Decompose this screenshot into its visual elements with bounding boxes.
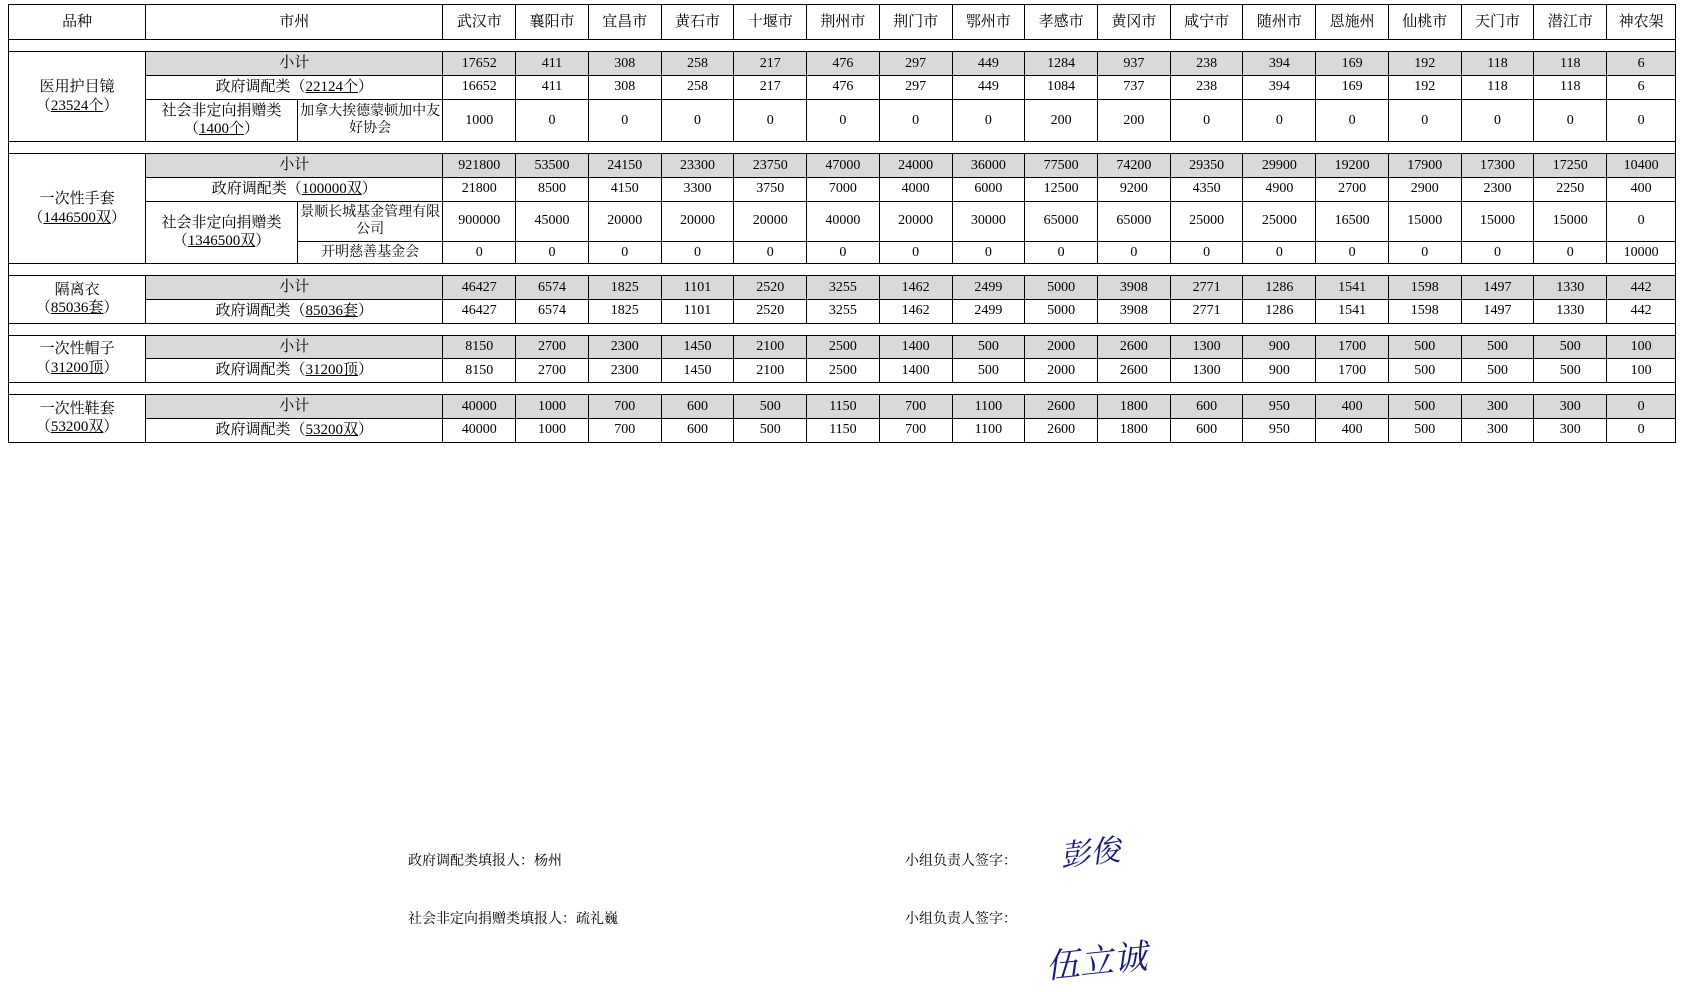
row-spacer bbox=[9, 383, 1676, 395]
data-cell: 1825 bbox=[588, 299, 661, 323]
data-cell: 1598 bbox=[1388, 276, 1461, 300]
social-reporter-label: 社会非定向捐赠类填报人：疏礼巍 bbox=[408, 912, 618, 927]
data-cell: 476 bbox=[807, 52, 880, 76]
data-cell: 0 bbox=[1316, 241, 1389, 264]
data-cell: 1825 bbox=[588, 276, 661, 300]
data-cell: 900 bbox=[1243, 359, 1316, 383]
data-cell: 411 bbox=[516, 52, 589, 76]
data-cell: 2300 bbox=[588, 359, 661, 383]
data-cell: 4000 bbox=[879, 177, 952, 201]
data-cell: 2300 bbox=[588, 335, 661, 359]
data-cell: 45000 bbox=[516, 201, 589, 241]
header-city: 孝感市 bbox=[1025, 5, 1098, 40]
supplies-distribution-table bbox=[8, 4, 1676, 443]
data-cell: 7000 bbox=[807, 177, 880, 201]
data-cell: 0 bbox=[1607, 201, 1676, 241]
data-cell: 937 bbox=[1098, 52, 1171, 76]
data-cell: 1000 bbox=[443, 99, 516, 142]
data-cell: 449 bbox=[952, 52, 1025, 76]
row-label-subtotal: 小计 bbox=[146, 335, 443, 359]
data-cell: 300 bbox=[1461, 418, 1534, 442]
data-cell: 36000 bbox=[952, 154, 1025, 178]
data-cell: 0 bbox=[1243, 99, 1316, 142]
data-cell: 6 bbox=[1607, 75, 1676, 99]
data-cell: 3750 bbox=[734, 177, 807, 201]
data-cell: 40000 bbox=[807, 201, 880, 241]
table-row bbox=[9, 154, 1676, 178]
data-cell: 0 bbox=[1316, 99, 1389, 142]
row-spacer bbox=[9, 323, 1676, 335]
data-cell: 308 bbox=[588, 52, 661, 76]
data-cell: 1000 bbox=[516, 418, 589, 442]
data-cell: 737 bbox=[1098, 75, 1171, 99]
row-label-subtotal: 小计 bbox=[146, 154, 443, 178]
header-city: 仙桃市 bbox=[1388, 5, 1461, 40]
category-name: 一次性鞋套 bbox=[39, 400, 115, 417]
data-cell: 1300 bbox=[1170, 335, 1243, 359]
data-cell: 297 bbox=[879, 75, 952, 99]
data-cell: 1150 bbox=[807, 395, 880, 419]
data-cell: 1541 bbox=[1316, 276, 1389, 300]
data-cell: 0 bbox=[807, 241, 880, 264]
data-cell: 47000 bbox=[807, 154, 880, 178]
data-cell: 17900 bbox=[1388, 154, 1461, 178]
data-cell: 100 bbox=[1607, 359, 1676, 383]
data-cell: 24000 bbox=[879, 154, 952, 178]
data-cell: 118 bbox=[1534, 52, 1607, 76]
data-cell: 238 bbox=[1170, 52, 1243, 76]
data-cell: 15000 bbox=[1388, 201, 1461, 241]
data-cell: 8150 bbox=[443, 359, 516, 383]
data-cell: 2100 bbox=[734, 335, 807, 359]
row-label-gov: 政府调配类（85036套） bbox=[146, 299, 443, 323]
header-region: 市州 bbox=[146, 5, 443, 40]
data-cell: 118 bbox=[1461, 75, 1534, 99]
data-cell: 500 bbox=[1388, 335, 1461, 359]
data-cell: 15000 bbox=[1461, 201, 1534, 241]
data-cell: 600 bbox=[1170, 395, 1243, 419]
data-cell: 65000 bbox=[1025, 201, 1098, 241]
data-cell: 2000 bbox=[1025, 335, 1098, 359]
data-cell: 500 bbox=[1388, 359, 1461, 383]
data-cell: 258 bbox=[661, 75, 734, 99]
row-label-subtotal: 小计 bbox=[146, 395, 443, 419]
data-cell: 20000 bbox=[879, 201, 952, 241]
header-city: 恩施州 bbox=[1316, 5, 1389, 40]
data-cell: 1800 bbox=[1098, 395, 1171, 419]
table-row bbox=[9, 359, 1676, 383]
report-sheet bbox=[8, 4, 1676, 443]
data-cell: 500 bbox=[952, 335, 1025, 359]
row-label-gov: 政府调配类（53200双） bbox=[146, 418, 443, 442]
footer-signoff bbox=[0, 833, 1684, 987]
header-city: 随州市 bbox=[1243, 5, 1316, 40]
data-cell: 297 bbox=[879, 52, 952, 76]
data-cell: 65000 bbox=[1098, 201, 1171, 241]
data-cell: 2600 bbox=[1098, 359, 1171, 383]
data-cell: 1541 bbox=[1316, 299, 1389, 323]
data-cell: 0 bbox=[879, 99, 952, 142]
data-cell: 0 bbox=[734, 99, 807, 142]
data-cell: 449 bbox=[952, 75, 1025, 99]
data-cell: 411 bbox=[516, 75, 589, 99]
data-cell: 29900 bbox=[1243, 154, 1316, 178]
category-cell bbox=[9, 154, 146, 264]
data-cell: 217 bbox=[734, 52, 807, 76]
data-cell: 394 bbox=[1243, 75, 1316, 99]
data-cell: 2900 bbox=[1388, 177, 1461, 201]
category-cell bbox=[9, 335, 146, 383]
data-cell: 200 bbox=[1098, 99, 1171, 142]
data-cell: 169 bbox=[1316, 75, 1389, 99]
data-cell: 4150 bbox=[588, 177, 661, 201]
data-cell: 2771 bbox=[1170, 276, 1243, 300]
category-total: （1446500双） bbox=[28, 209, 126, 226]
header-city: 潜江市 bbox=[1534, 5, 1607, 40]
category-cell bbox=[9, 395, 146, 443]
data-cell: 1700 bbox=[1316, 359, 1389, 383]
data-cell: 300 bbox=[1461, 395, 1534, 419]
data-cell: 0 bbox=[879, 241, 952, 264]
category-name: 隔离衣 bbox=[54, 281, 100, 298]
row-label-social: 社会非定向捐赠类 （1400个） bbox=[146, 99, 298, 142]
data-cell: 1450 bbox=[661, 359, 734, 383]
data-cell: 5000 bbox=[1025, 276, 1098, 300]
data-cell: 476 bbox=[807, 75, 880, 99]
data-cell: 1286 bbox=[1243, 299, 1316, 323]
row-label-social: 社会非定向捐赠类 （1346500双） bbox=[146, 201, 298, 264]
table-row bbox=[9, 201, 1676, 241]
data-cell: 0 bbox=[661, 241, 734, 264]
category-cell bbox=[9, 276, 146, 324]
data-cell: 30000 bbox=[952, 201, 1025, 241]
data-cell: 900000 bbox=[443, 201, 516, 241]
data-cell: 2771 bbox=[1170, 299, 1243, 323]
data-cell: 442 bbox=[1607, 276, 1676, 300]
data-cell: 23300 bbox=[661, 154, 734, 178]
data-cell: 2700 bbox=[516, 335, 589, 359]
data-cell: 0 bbox=[1607, 395, 1676, 419]
data-cell: 600 bbox=[661, 395, 734, 419]
data-cell: 921800 bbox=[443, 154, 516, 178]
data-cell: 1400 bbox=[879, 335, 952, 359]
data-cell: 118 bbox=[1534, 75, 1607, 99]
data-cell: 0 bbox=[1461, 241, 1534, 264]
category-name: 医用护目镜 bbox=[39, 78, 115, 95]
data-cell: 1286 bbox=[1243, 276, 1316, 300]
data-cell: 6 bbox=[1607, 52, 1676, 76]
data-cell: 0 bbox=[1170, 241, 1243, 264]
group-leader-signature-label-1: 小组负责人签字： bbox=[905, 854, 1017, 869]
data-cell: 1284 bbox=[1025, 52, 1098, 76]
data-cell: 500 bbox=[1388, 418, 1461, 442]
data-cell: 500 bbox=[1388, 395, 1461, 419]
data-cell: 0 bbox=[952, 99, 1025, 142]
data-cell: 5000 bbox=[1025, 299, 1098, 323]
data-cell: 1400 bbox=[879, 359, 952, 383]
data-cell: 2700 bbox=[516, 359, 589, 383]
category-name: 一次性帽子 bbox=[39, 341, 115, 357]
category-name: 一次性手套 bbox=[39, 190, 115, 207]
header-city: 天门市 bbox=[1461, 5, 1534, 40]
data-cell: 700 bbox=[879, 418, 952, 442]
data-cell: 1000 bbox=[516, 395, 589, 419]
data-cell: 700 bbox=[588, 418, 661, 442]
data-cell: 16652 bbox=[443, 75, 516, 99]
handwritten-signature-1: 彭俊 bbox=[1058, 833, 1122, 874]
data-cell: 0 bbox=[734, 241, 807, 264]
data-cell: 2600 bbox=[1098, 335, 1171, 359]
category-total: （23524个） bbox=[35, 97, 119, 114]
table-row bbox=[9, 177, 1676, 201]
data-cell: 600 bbox=[1170, 418, 1243, 442]
data-cell: 16500 bbox=[1316, 201, 1389, 241]
footer-row-1 bbox=[0, 833, 1684, 898]
category-total: （31200顶） bbox=[35, 359, 119, 376]
data-cell: 1100 bbox=[952, 395, 1025, 419]
data-cell: 308 bbox=[588, 75, 661, 99]
data-cell: 2600 bbox=[1025, 418, 1098, 442]
data-cell: 46427 bbox=[443, 299, 516, 323]
data-cell: 2100 bbox=[734, 359, 807, 383]
data-cell: 8150 bbox=[443, 335, 516, 359]
data-cell: 0 bbox=[588, 241, 661, 264]
data-cell: 394 bbox=[1243, 52, 1316, 76]
data-cell: 200 bbox=[1025, 99, 1098, 142]
data-cell: 1450 bbox=[661, 335, 734, 359]
data-cell: 0 bbox=[807, 99, 880, 142]
data-cell: 600 bbox=[661, 418, 734, 442]
donor-name: 开明慈善基金会 bbox=[297, 241, 442, 264]
data-cell: 4350 bbox=[1170, 177, 1243, 201]
table-row bbox=[9, 99, 1676, 142]
table-row bbox=[9, 276, 1676, 300]
data-cell: 19200 bbox=[1316, 154, 1389, 178]
row-label-gov: 政府调配类（22124个） bbox=[146, 75, 443, 99]
data-cell: 25000 bbox=[1170, 201, 1243, 241]
data-cell: 6574 bbox=[516, 276, 589, 300]
data-cell: 1700 bbox=[1316, 335, 1389, 359]
data-cell: 1497 bbox=[1461, 299, 1534, 323]
data-cell: 24150 bbox=[588, 154, 661, 178]
data-cell: 500 bbox=[1534, 359, 1607, 383]
data-cell: 900 bbox=[1243, 335, 1316, 359]
category-total: （85036套） bbox=[35, 300, 119, 317]
data-cell: 217 bbox=[734, 75, 807, 99]
data-cell: 1101 bbox=[661, 276, 734, 300]
data-cell: 442 bbox=[1607, 299, 1676, 323]
data-cell: 6574 bbox=[516, 299, 589, 323]
data-cell: 40000 bbox=[443, 418, 516, 442]
group-leader-signature-label-2: 小组负责人签字： bbox=[905, 912, 1017, 927]
data-cell: 192 bbox=[1388, 75, 1461, 99]
data-cell: 500 bbox=[734, 418, 807, 442]
data-cell: 20000 bbox=[661, 201, 734, 241]
data-cell: 950 bbox=[1243, 395, 1316, 419]
data-cell: 169 bbox=[1316, 52, 1389, 76]
data-cell: 0 bbox=[1534, 241, 1607, 264]
data-cell: 500 bbox=[952, 359, 1025, 383]
data-cell: 1598 bbox=[1388, 299, 1461, 323]
header-city: 神农架 bbox=[1607, 5, 1676, 40]
data-cell: 300 bbox=[1534, 395, 1607, 419]
data-cell: 0 bbox=[952, 241, 1025, 264]
data-cell: 3300 bbox=[661, 177, 734, 201]
header-city: 荆州市 bbox=[807, 5, 880, 40]
data-cell: 20000 bbox=[588, 201, 661, 241]
data-cell: 10400 bbox=[1607, 154, 1676, 178]
data-cell: 0 bbox=[1607, 418, 1676, 442]
data-cell: 1100 bbox=[952, 418, 1025, 442]
data-cell: 0 bbox=[1025, 241, 1098, 264]
table-row bbox=[9, 335, 1676, 359]
data-cell: 1150 bbox=[807, 418, 880, 442]
category-total: （53200双） bbox=[35, 419, 119, 436]
data-cell: 15000 bbox=[1534, 201, 1607, 241]
row-label-gov: 政府调配类（100000双） bbox=[146, 177, 443, 201]
data-cell: 400 bbox=[1607, 177, 1676, 201]
data-cell: 6000 bbox=[952, 177, 1025, 201]
data-cell: 400 bbox=[1316, 418, 1389, 442]
row-label-subtotal: 小计 bbox=[146, 52, 443, 76]
data-cell: 0 bbox=[1461, 99, 1534, 142]
data-cell: 3255 bbox=[807, 299, 880, 323]
table-header-row bbox=[9, 5, 1676, 40]
data-cell: 700 bbox=[588, 395, 661, 419]
data-cell: 4900 bbox=[1243, 177, 1316, 201]
header-city: 宜昌市 bbox=[588, 5, 661, 40]
data-cell: 0 bbox=[1534, 99, 1607, 142]
data-cell: 2520 bbox=[734, 276, 807, 300]
data-cell: 0 bbox=[588, 99, 661, 142]
handwritten-signature-2: 伍立诚 bbox=[1043, 938, 1150, 987]
data-cell: 1497 bbox=[1461, 276, 1534, 300]
gov-reporter-label: 政府调配类填报人：杨州 bbox=[408, 854, 562, 869]
data-cell: 40000 bbox=[443, 395, 516, 419]
data-cell: 500 bbox=[1461, 335, 1534, 359]
data-cell: 0 bbox=[1243, 241, 1316, 264]
data-cell: 2250 bbox=[1534, 177, 1607, 201]
header-city: 黄冈市 bbox=[1098, 5, 1171, 40]
data-cell: 0 bbox=[1388, 241, 1461, 264]
data-cell: 23750 bbox=[734, 154, 807, 178]
data-cell: 77500 bbox=[1025, 154, 1098, 178]
data-cell: 0 bbox=[1170, 99, 1243, 142]
header-city: 武汉市 bbox=[443, 5, 516, 40]
data-cell: 3908 bbox=[1098, 299, 1171, 323]
data-cell: 1462 bbox=[879, 276, 952, 300]
table-row bbox=[9, 52, 1676, 76]
donor-name: 加拿大挨德蒙顿加中友好协会 bbox=[297, 99, 442, 142]
header-city: 鄂州市 bbox=[952, 5, 1025, 40]
data-cell: 100 bbox=[1607, 335, 1676, 359]
row-spacer bbox=[9, 142, 1676, 154]
data-cell: 1800 bbox=[1098, 418, 1171, 442]
data-cell: 118 bbox=[1461, 52, 1534, 76]
data-cell: 1300 bbox=[1170, 359, 1243, 383]
data-cell: 950 bbox=[1243, 418, 1316, 442]
data-cell: 12500 bbox=[1025, 177, 1098, 201]
table-row bbox=[9, 395, 1676, 419]
data-cell: 0 bbox=[443, 241, 516, 264]
footer-row-2 bbox=[0, 898, 1684, 987]
row-label-gov: 政府调配类（31200顶） bbox=[146, 359, 443, 383]
data-cell: 700 bbox=[879, 395, 952, 419]
table-row bbox=[9, 418, 1676, 442]
data-cell: 0 bbox=[661, 99, 734, 142]
data-cell: 21800 bbox=[443, 177, 516, 201]
data-cell: 2520 bbox=[734, 299, 807, 323]
data-cell: 46427 bbox=[443, 276, 516, 300]
data-cell: 17250 bbox=[1534, 154, 1607, 178]
data-cell: 0 bbox=[1607, 99, 1676, 142]
category-cell bbox=[9, 52, 146, 142]
data-cell: 2300 bbox=[1461, 177, 1534, 201]
data-cell: 1462 bbox=[879, 299, 952, 323]
data-cell: 3908 bbox=[1098, 276, 1171, 300]
donor-name: 景顺长城基金管理有限公司 bbox=[297, 201, 442, 241]
row-label-subtotal: 小计 bbox=[146, 276, 443, 300]
header-city: 黄石市 bbox=[661, 5, 734, 40]
data-cell: 0 bbox=[516, 241, 589, 264]
data-cell: 500 bbox=[734, 395, 807, 419]
data-cell: 74200 bbox=[1098, 154, 1171, 178]
header-city: 荆门市 bbox=[879, 5, 952, 40]
data-cell: 0 bbox=[516, 99, 589, 142]
data-cell: 2500 bbox=[807, 335, 880, 359]
data-cell: 17300 bbox=[1461, 154, 1534, 178]
table-row bbox=[9, 75, 1676, 99]
header-city: 襄阳市 bbox=[516, 5, 589, 40]
data-cell: 9200 bbox=[1098, 177, 1171, 201]
data-cell: 2500 bbox=[807, 359, 880, 383]
data-cell: 0 bbox=[1098, 241, 1171, 264]
table-row bbox=[9, 299, 1676, 323]
data-cell: 2499 bbox=[952, 299, 1025, 323]
data-cell: 29350 bbox=[1170, 154, 1243, 178]
data-cell: 2600 bbox=[1025, 395, 1098, 419]
data-cell: 2499 bbox=[952, 276, 1025, 300]
data-cell: 192 bbox=[1388, 52, 1461, 76]
data-cell: 53500 bbox=[516, 154, 589, 178]
data-cell: 238 bbox=[1170, 75, 1243, 99]
data-cell: 25000 bbox=[1243, 201, 1316, 241]
data-cell: 1101 bbox=[661, 299, 734, 323]
data-cell: 500 bbox=[1534, 335, 1607, 359]
data-cell: 0 bbox=[1388, 99, 1461, 142]
row-spacer bbox=[9, 40, 1676, 52]
data-cell: 17652 bbox=[443, 52, 516, 76]
data-cell: 500 bbox=[1461, 359, 1534, 383]
header-category: 品种 bbox=[9, 5, 146, 40]
row-spacer bbox=[9, 264, 1676, 276]
data-cell: 2700 bbox=[1316, 177, 1389, 201]
data-cell: 10000 bbox=[1607, 241, 1676, 264]
data-cell: 3255 bbox=[807, 276, 880, 300]
data-cell: 2000 bbox=[1025, 359, 1098, 383]
data-cell: 20000 bbox=[734, 201, 807, 241]
data-cell: 8500 bbox=[516, 177, 589, 201]
header-city: 十堰市 bbox=[734, 5, 807, 40]
data-cell: 400 bbox=[1316, 395, 1389, 419]
data-cell: 258 bbox=[661, 52, 734, 76]
data-cell: 300 bbox=[1534, 418, 1607, 442]
data-cell: 1330 bbox=[1534, 299, 1607, 323]
data-cell: 1084 bbox=[1025, 75, 1098, 99]
data-cell: 1330 bbox=[1534, 276, 1607, 300]
header-city: 咸宁市 bbox=[1170, 5, 1243, 40]
